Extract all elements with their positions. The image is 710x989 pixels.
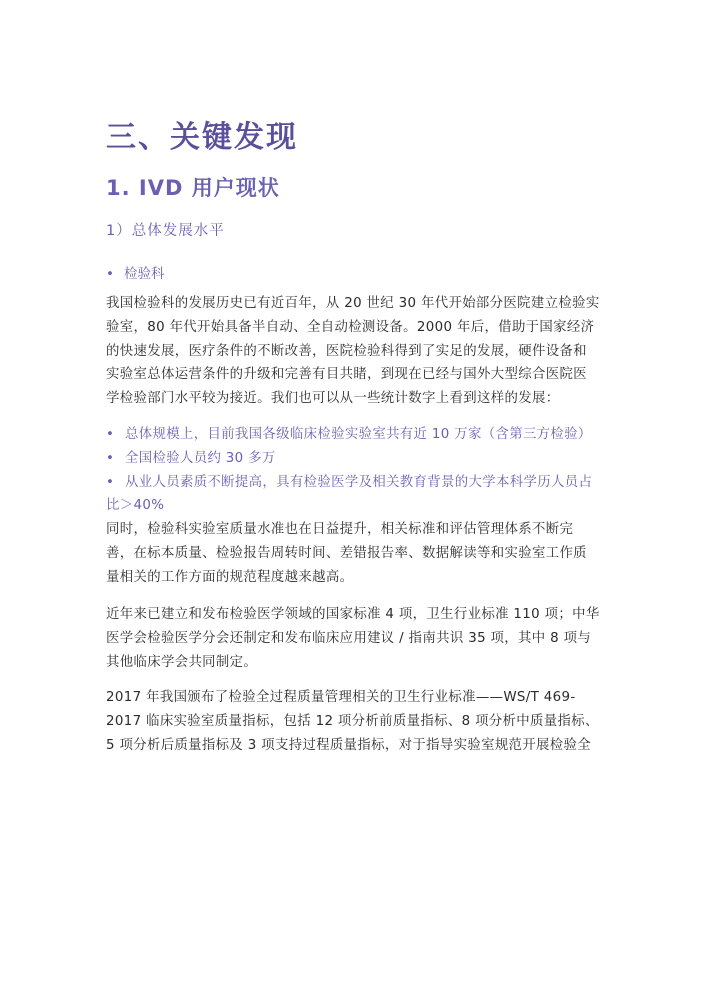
paragraph-quality [106, 518, 616, 589]
paragraph-line: 善，在标本质量、检验报告周转时间、差错报告率、数据解读等和实验室工作质 [106, 545, 587, 561]
paragraph-line: 2017 年我国颁布了检验全过程质量管理相关的卫生行业标准——WS/T 469- [106, 690, 576, 705]
paragraph-line: 医学会检验医学分会还制定和发布临床应用建议 / 指南共识 35 项，其中 8 项与 [106, 630, 592, 646]
paragraph-line: 实验室总体运营条件的升级和完善有目共睹，到现在已经与国外大型综合医院医 [106, 367, 587, 383]
paragraph-indicators [106, 686, 616, 757]
paragraph-line: 验室，80 年代开始具备半自动、全自动检测设备。2000 年后，借助于国家经济 [106, 319, 595, 335]
paragraph-line: 学检验部门水平较为接近。我们也可以从一些统计数字上看到这样的发展： [106, 391, 560, 407]
list-item-continuation: 比＞40% [106, 498, 165, 514]
paragraph-line: 我国检验科的发展历史已有近百年，从 20 世纪 30 年代开始部分医院建立检验实 [106, 296, 600, 311]
sub-subsection-title: 1）总体发展水平 [106, 223, 225, 239]
bullet-marker: • [106, 450, 115, 466]
bullet-marker: • [106, 474, 115, 490]
paragraph-line: 其他临床学会共同制定。 [106, 654, 258, 670]
topic-bullet [106, 262, 165, 282]
paragraph-standards [106, 603, 616, 674]
list-item [106, 423, 621, 447]
topic-bullet-label: 检验科 [124, 266, 165, 282]
paragraph-line: 的快速发展，医疗条件的不断改善，医院检验科得到了实足的发展，硬件设备和 [106, 343, 587, 359]
paragraph-line: 2017 临床实验室质量指标，包括 12 项分析前质量指标、8 项分析中质量指标、 [106, 713, 599, 729]
paragraph-history [106, 292, 616, 411]
paragraph-line: 量相关的工作方面的规范程度越来越高。 [106, 569, 354, 585]
bullet-marker: • [106, 427, 115, 442]
list-item-text: 从业人员素质不断提高，具有检验医学及相关教育背景的大学本科学历人员占 [125, 474, 593, 490]
list-item [106, 471, 621, 495]
statistics-list [106, 423, 621, 518]
paragraph-line: 近年来已建立和发布检验医学领域的国家标准 4 项，卫生行业标准 110 项；中华 [106, 607, 600, 622]
subsection-title: 1. IVD 用户现状 [106, 176, 280, 200]
bullet-marker: • [106, 266, 114, 282]
paragraph-line: 5 项分析后质量指标及 3 项支持过程质量指标，对于指导实验室规范开展检验全 [106, 737, 591, 753]
list-item [106, 447, 621, 471]
list-item-text: 全国检验人员约 30 多万 [125, 450, 276, 466]
paragraph-line: 同时，检验科实验室质量水准也在日益提升，相关标准和评估管理体系不断完 [106, 522, 574, 537]
section-title: 三、关键发现 [106, 120, 298, 155]
list-item-text: 总体规模上，目前我国各级临床检验实验室共有近 10 万家（含第三方检验） [125, 427, 592, 442]
